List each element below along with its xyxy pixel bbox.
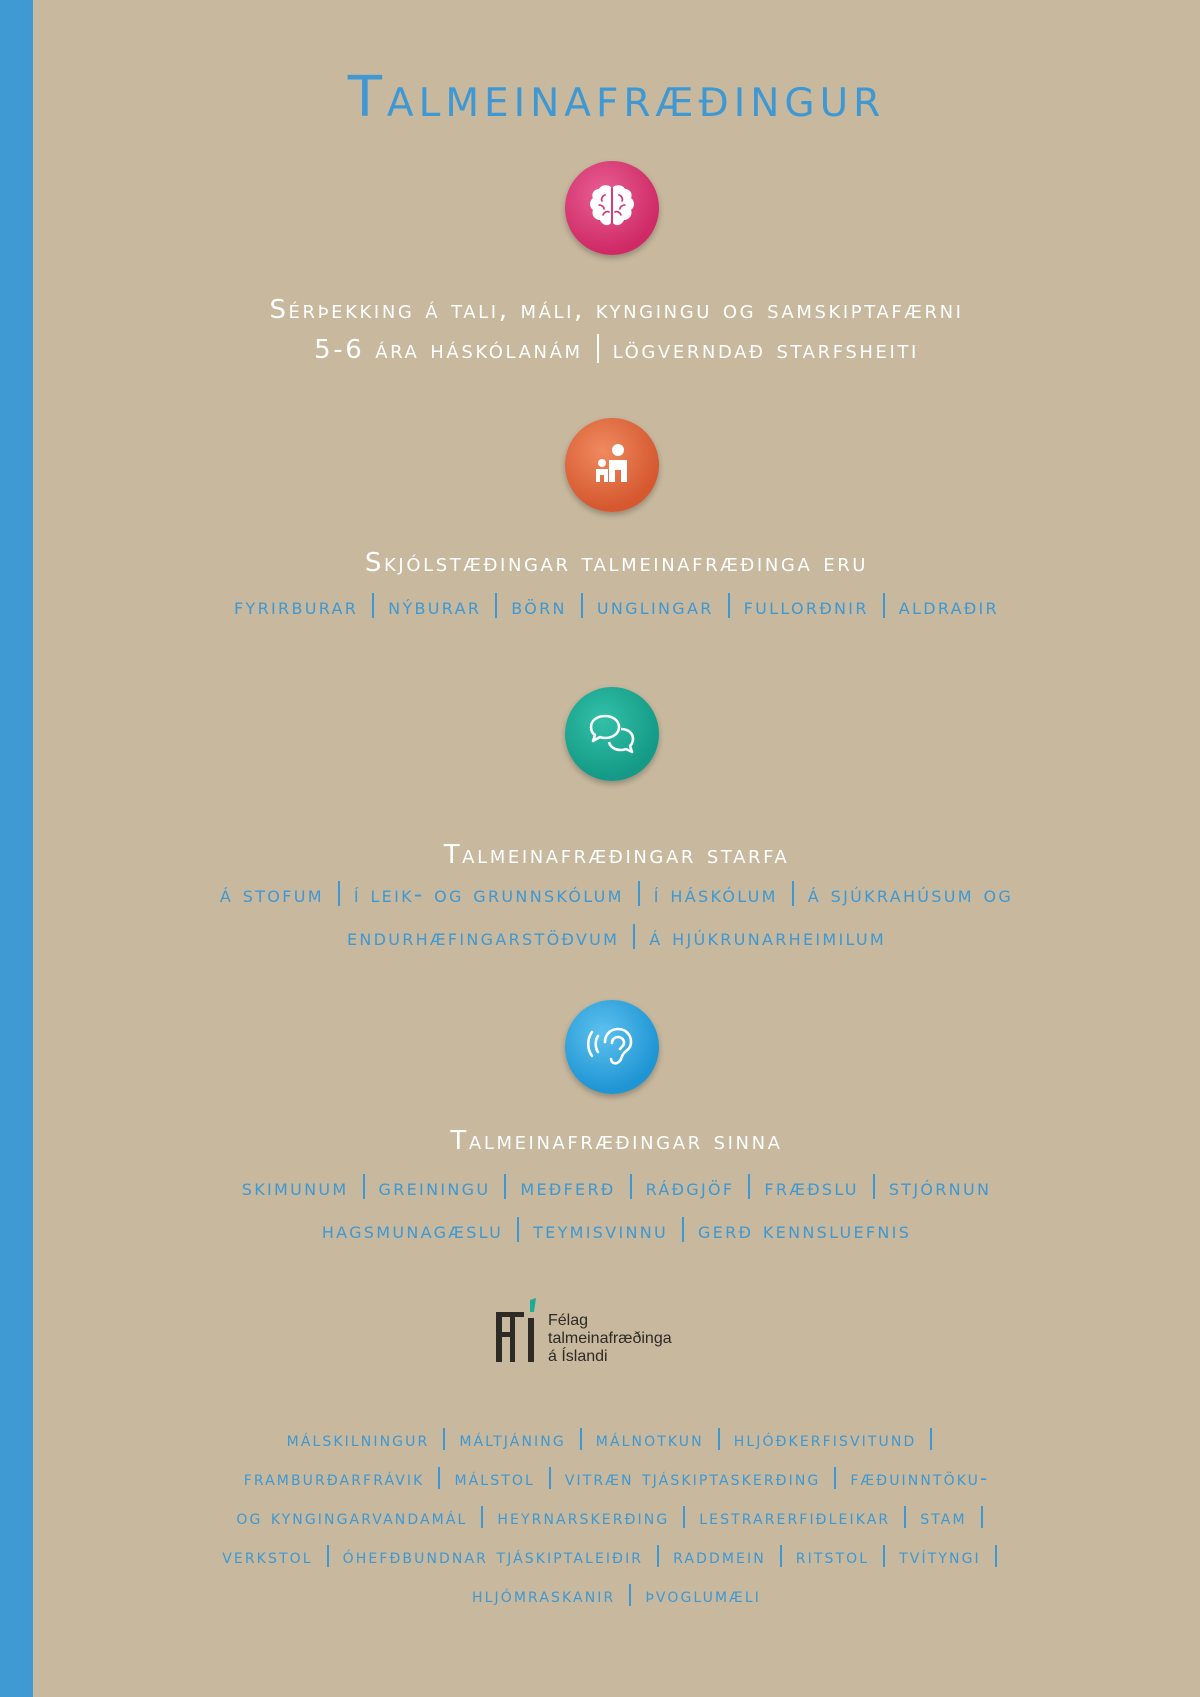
workplaces-list-2	[33, 925, 1200, 951]
separator	[930, 1428, 932, 1450]
separator	[748, 1174, 750, 1199]
poster-content	[33, 0, 1200, 1697]
client-item: börn	[511, 594, 567, 620]
service-item: skimunum	[241, 1175, 349, 1201]
topic-item: og kyngingarvandamál	[236, 1505, 468, 1529]
separator	[580, 1428, 582, 1450]
service-item: stjórnun	[888, 1175, 992, 1201]
chat-bubbles-icon	[565, 687, 659, 781]
separator	[683, 1506, 685, 1528]
separator	[327, 1545, 329, 1567]
service-item: fræðslu	[764, 1175, 859, 1201]
clients-heading: Skjólstæðingar talmeinafræðinga eru	[364, 548, 869, 578]
workplace-item: í háskólum	[653, 882, 778, 908]
topic-item: stam	[920, 1505, 967, 1529]
separator	[438, 1467, 440, 1489]
service-item: gerð kennsluefnis	[698, 1218, 912, 1244]
education-line	[33, 335, 1200, 365]
topic-item: máltjáning	[459, 1427, 566, 1451]
logo-text-line: Félag	[548, 1312, 589, 1329]
separator	[372, 593, 374, 618]
topic-item: verkstol	[222, 1544, 313, 1568]
services-list-1	[33, 1175, 1200, 1201]
topic-item: hljómraskanir	[472, 1583, 616, 1607]
separator	[363, 1174, 365, 1199]
separator	[981, 1506, 983, 1528]
separator	[549, 1467, 551, 1489]
topic-item: framburðarfrávik	[243, 1466, 425, 1490]
page-title: Talmeinafræðingur	[347, 65, 886, 130]
education-item: 5-6 ára háskólanám	[314, 335, 583, 365]
topic-item: ritstol	[795, 1544, 870, 1568]
separator	[633, 924, 635, 949]
separator	[904, 1506, 906, 1528]
separator	[873, 1174, 875, 1199]
service-item: meðferð	[520, 1175, 616, 1201]
separator	[481, 1506, 483, 1528]
separator	[834, 1467, 836, 1489]
separator	[780, 1545, 782, 1567]
separator	[443, 1428, 445, 1450]
services-heading: Talmeinafræðingar sinna	[450, 1126, 783, 1156]
topic-item: málskilningur	[286, 1427, 430, 1451]
separator	[638, 881, 640, 906]
separator	[682, 1217, 684, 1242]
client-item: nýburar	[388, 594, 482, 620]
separator	[629, 1584, 631, 1606]
client-item: fyrirburar	[234, 594, 359, 620]
separator	[995, 1545, 997, 1567]
separator	[718, 1428, 720, 1450]
service-item: teymisvinnu	[533, 1218, 669, 1244]
specialty-line: Sérþekking á tali, máli, kyngingu og samskiptafærni	[269, 295, 964, 325]
workplaces-heading: Talmeinafræðingar starfa	[443, 840, 790, 870]
topics-line-1	[33, 1427, 1200, 1452]
topics-line-5	[33, 1583, 1200, 1608]
separator	[657, 1545, 659, 1567]
topics-line-4	[33, 1544, 1200, 1569]
clients-list	[33, 594, 1200, 620]
topic-item: fæðuinntöku-	[850, 1466, 990, 1490]
topic-item: málstol	[454, 1466, 535, 1490]
workplaces-list-1	[33, 882, 1200, 908]
services-list-2	[33, 1218, 1200, 1244]
logo-text-line: á Íslandi	[548, 1348, 608, 1365]
client-item: fullorðnir	[743, 594, 869, 620]
logo-text	[548, 1312, 672, 1366]
workplace-item: á sjúkrahúsum og	[807, 882, 1014, 908]
topic-item: tvítyngi	[899, 1544, 981, 1568]
fti-logo-icon	[496, 1296, 546, 1370]
logo-text-line: talmeinafræðinga	[548, 1330, 672, 1347]
topic-item: vitræn tjáskiptaskerðing	[564, 1466, 821, 1490]
separator	[338, 881, 340, 906]
brain-icon	[565, 161, 659, 255]
workplace-item: endurhæfingarstöðvum	[346, 925, 620, 951]
topic-item: málnotkun	[595, 1427, 704, 1451]
separator	[630, 1174, 632, 1199]
separator	[792, 881, 794, 906]
topics-line-2	[33, 1466, 1200, 1491]
service-item: greiningu	[378, 1175, 491, 1201]
service-item: hagsmunagæslu	[321, 1218, 504, 1244]
separator	[504, 1174, 506, 1199]
topic-item: raddmein	[673, 1544, 766, 1568]
topic-item: óhefðbundnar tjáskiptaleiðir	[342, 1544, 644, 1568]
topic-item: hljóðkerfisvitund	[733, 1427, 917, 1451]
association-logo	[496, 1296, 696, 1370]
service-item: ráðgjöf	[645, 1175, 735, 1201]
separator	[495, 593, 497, 618]
topic-item: heyrnarskerðing	[497, 1505, 670, 1529]
separator	[597, 334, 599, 363]
side-accent-bar	[0, 0, 33, 1697]
workplace-item: í leik- og grunnskólum	[353, 882, 624, 908]
education-item: lögverndað starfsheiti	[612, 335, 919, 365]
client-item: aldraðir	[898, 594, 999, 620]
separator	[581, 593, 583, 618]
workplace-item: á stofum	[219, 882, 324, 908]
client-item: unglingar	[596, 594, 714, 620]
ear-icon	[565, 1000, 659, 1094]
separator	[883, 1545, 885, 1567]
topic-item: þvoglumæli	[645, 1583, 761, 1607]
separator	[517, 1217, 519, 1242]
separator	[728, 593, 730, 618]
separator	[883, 593, 885, 618]
topic-item: lestrarerfiðleikar	[699, 1505, 891, 1529]
workplace-item: á hjúkrunarheimilum	[649, 925, 887, 951]
topics-line-3	[33, 1505, 1200, 1530]
people-icon	[565, 418, 659, 512]
